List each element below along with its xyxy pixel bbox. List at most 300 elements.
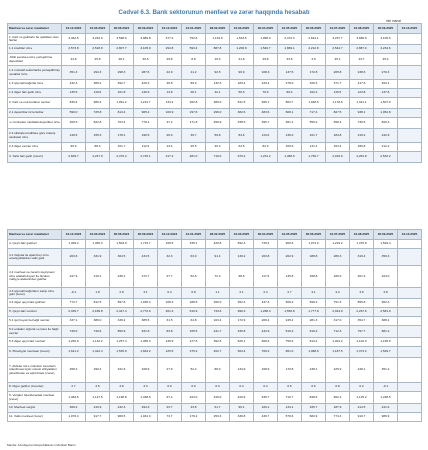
cell-value: 14.8 (158, 89, 182, 98)
cell-value (398, 347, 422, 358)
cell-value: 725.8 (86, 109, 110, 118)
table-row (8, 347, 422, 358)
cell-value: 123.8 (350, 89, 374, 98)
cell-value: 351.2 (374, 358, 398, 383)
cell-value: 1,535.9 (110, 347, 134, 358)
cell-value: 25.5 (182, 143, 206, 152)
row-label: 5. Qeyri-faiz xərcləri (8, 308, 62, 317)
cell-value: 751.3 (326, 299, 350, 308)
cell-value: 1,507.9 (374, 98, 398, 109)
cell-value: 102.2 (302, 89, 326, 98)
cell-value: 1,214.7 (134, 98, 158, 109)
cell-value: 280.3 (326, 249, 350, 266)
cell-value: 388.2 (374, 317, 398, 326)
cell-value: 33.6 (278, 54, 302, 66)
cell-value: 336.8 (230, 326, 254, 338)
cell-value: 8.8 (182, 54, 206, 66)
cell-value: 608.1 (278, 109, 302, 118)
cell-value: 576.6 (278, 413, 302, 422)
cell-value: 1,178.6 (326, 98, 350, 109)
cell-value: 1.8 (86, 288, 110, 299)
cell-value: 1,769.7 (302, 152, 326, 163)
row-label: 9. Vergiler ödənilənədək mənfəət (zərər) (8, 392, 62, 404)
cell-value: 238.1 (110, 266, 134, 288)
cell-value: 113.6 (254, 129, 278, 143)
table-row (8, 392, 422, 404)
column-header-date: 31.12.2024 (158, 230, 182, 240)
cell-value: 525.1 (230, 338, 254, 347)
cell-value: 258.3 (62, 358, 86, 383)
cell-value: 1,219.2 (326, 240, 350, 249)
cell-value: 46.8 (158, 80, 182, 89)
cell-value: 1,076.4 (62, 413, 86, 422)
table-header-label: Mənfəət və zərər maddələri (8, 230, 62, 240)
cell-value: 256.0 (206, 299, 230, 308)
cell-value: 510.9 (182, 308, 206, 317)
cell-value: 224.0 (374, 266, 398, 288)
cell-value: 3,989.8 (134, 34, 158, 45)
row-label: 8. Digər gəlirlər (zərərlər) (8, 383, 62, 392)
cell-value: 84.6 (230, 129, 254, 143)
cell-value: 389.0 (206, 98, 230, 109)
cell-value: 29.8 (158, 54, 182, 66)
cell-value (398, 358, 422, 383)
cell-value: 717.4 (302, 109, 326, 118)
cell-value: 389.2 (86, 80, 110, 89)
cell-value: 541.5 (230, 98, 254, 109)
cell-value: 3,686.8 (350, 34, 374, 45)
cell-value: 42.1 (206, 89, 230, 98)
cell-value: 3.1 (134, 288, 158, 299)
row-label: 11. Xalis mənfəət (zərər) (8, 413, 62, 422)
column-header-date: 31.10.2025 (398, 230, 422, 240)
cell-value: 863.7 (278, 98, 302, 109)
cell-value: 172.8 (302, 66, 326, 80)
cell-value (398, 299, 422, 308)
cell-value: 20.0 (158, 129, 182, 143)
cell-value: 606.6 (254, 338, 278, 347)
cell-value: 590.0 (62, 109, 86, 118)
cell-value: 2,807.7 (110, 45, 134, 54)
column-header-date: 30.09.2025 (374, 230, 398, 240)
cell-value: 103.4 (206, 317, 230, 326)
cell-value: 238.1 (302, 358, 326, 383)
column-header-date: 31.07.2025 (326, 24, 350, 34)
cell-value: 377.2 (158, 34, 182, 45)
table-row (8, 413, 422, 422)
cell-value: 1,455.3 (134, 338, 158, 347)
cell-value: 179.2 (182, 413, 206, 422)
cell-value: 619.3 (302, 326, 326, 338)
cell-value: 0.5 (278, 383, 302, 392)
profit-loss-table-2 (7, 229, 422, 422)
cell-value: 91.4 (206, 249, 230, 266)
cell-value: 259.9 (206, 118, 230, 129)
cell-value: 2,247.0 (86, 152, 110, 163)
cell-value: 2,281.8 (350, 152, 374, 163)
cell-value: 2,814.1 (302, 34, 326, 45)
cell-value: 481.0 (182, 152, 206, 163)
row-label: 1. Faiz və gəlirlərin bu qəbildən olan faizlər (8, 34, 62, 45)
cell-value: 73.7 (158, 413, 182, 422)
cell-value: 417.6 (350, 80, 374, 89)
table-row (8, 80, 422, 89)
cell-value: 0.8 (182, 288, 206, 299)
cell-value: 39.7 (182, 129, 206, 143)
cell-value: 483.6 (254, 109, 278, 118)
cell-value: 233.4 (254, 80, 278, 89)
cell-value (398, 413, 422, 422)
cell-value: 354.7 (350, 317, 374, 326)
cell-value: 2,532.2 (374, 152, 398, 163)
cell-value: 317.0 (326, 317, 350, 326)
cell-value: 1,257.4 (110, 338, 134, 347)
cell-value: 2,189.8 (86, 308, 110, 317)
cell-value: 72.3 (206, 266, 230, 288)
cell-value: 734.6 (206, 308, 230, 317)
cell-value: 90.1 (230, 404, 254, 413)
cell-value: 137.6 (374, 89, 398, 98)
row-label: 4.4 digər qeyri-faiz gəlirləri (8, 299, 62, 308)
row-label: 2.3 digər xərclər üzrə (8, 143, 62, 152)
cell-value (398, 118, 422, 129)
cell-value: 223.0 (182, 392, 206, 404)
column-header-date: 31.08.2025 (350, 230, 374, 240)
cell-value: 270.3 (374, 66, 398, 80)
cell-value: 850.9 (110, 326, 134, 338)
cell-value (398, 240, 422, 249)
cell-value: 1,001.2 (326, 338, 350, 347)
cell-value: 315.0 (206, 392, 230, 404)
cell-value: 3.8 (374, 288, 398, 299)
cell-value: 145.9 (158, 338, 182, 347)
cell-value: 149.5 (62, 129, 86, 143)
cell-value: 188.6 (182, 299, 206, 308)
cell-value: 45.4 (374, 54, 398, 66)
table-row (8, 143, 422, 152)
column-header-date: 31.12.2023 (62, 24, 86, 34)
table-row (8, 34, 422, 45)
cell-value: 695.1 (254, 98, 278, 109)
cell-value: 1,127.5 (86, 392, 110, 404)
cell-value: 1,486.6 (278, 152, 302, 163)
cell-value: 119.6 (86, 89, 110, 98)
cell-value (398, 308, 422, 317)
cell-value: 203.6 (62, 249, 86, 266)
cell-value: 294.3 (134, 404, 158, 413)
cell-value: 739.0 (62, 326, 86, 338)
cell-value: 395.7 (254, 118, 278, 129)
cell-value: 910.7 (350, 413, 374, 422)
cell-value: 2,479.4 (110, 152, 134, 163)
cell-value: 101.7 (110, 143, 134, 152)
cell-value: 773.7 (62, 299, 86, 308)
cell-value: 716.0 (206, 152, 230, 163)
cell-value: 108.3 (254, 66, 278, 80)
cell-value: 0.0 (158, 383, 182, 392)
cell-value: 392.5 (206, 338, 230, 347)
cell-value: 117.6 (254, 266, 278, 288)
cell-value: 3.6 (350, 288, 374, 299)
cell-value: 2,573.8 (62, 45, 86, 54)
cell-value: 779.4 (134, 118, 158, 129)
cell-value: 109.1 (254, 404, 278, 413)
cell-value: 364.5 (110, 249, 134, 266)
cell-value: 335.1 (182, 240, 206, 249)
table-row (8, 240, 422, 249)
cell-value: 278.0 (278, 80, 302, 89)
cell-value: 205.8 (326, 66, 350, 80)
column-header-date: 31.03.2024 (86, 24, 110, 34)
cell-value: 1,262.0 (62, 338, 86, 347)
cell-value: 63.0 (182, 249, 206, 266)
cell-value: 1,376.8 (350, 240, 374, 249)
cell-value: 43.7 (350, 54, 374, 66)
cell-value: 275.2 (182, 347, 206, 358)
cell-value: 952.3 (374, 299, 398, 308)
row-label: 5.2 əmlakın sığorta və icarə ilə bağlı xərclər (8, 326, 62, 338)
cell-value: 434.9 (254, 326, 278, 338)
cell-value: 710.7 (278, 392, 302, 404)
cell-value: 986.4 (86, 98, 110, 109)
cell-value: 216.2 (350, 129, 374, 143)
cell-value: 712.3 (326, 326, 350, 338)
cell-value: 703.4 (110, 118, 134, 129)
cell-value: 30.5 (134, 54, 158, 66)
cell-value: 966.5 (110, 413, 134, 422)
cell-value: 136.0 (278, 129, 302, 143)
cell-value: 337.1 (62, 317, 86, 326)
cell-value: 298.3 (110, 66, 134, 80)
cell-value: 88.3 (86, 143, 110, 152)
cell-value (398, 98, 422, 109)
table-row (8, 118, 422, 129)
cell-value: 22.9 (158, 66, 182, 80)
cell-value: 2.1 (230, 288, 254, 299)
cell-value: 516.3 (278, 326, 302, 338)
cell-value: 463.1 (374, 80, 398, 89)
cell-value: 829.3 (374, 118, 398, 129)
cell-value: 559.2 (302, 118, 326, 129)
cell-value: 89.9 (182, 80, 206, 89)
cell-value: 1,268.4 (254, 308, 278, 317)
cell-value: 745.4 (254, 240, 278, 249)
cell-value: 861.0 (278, 347, 302, 358)
cell-value: 2,374.3 (278, 34, 302, 45)
cell-value: 592.3 (230, 240, 254, 249)
column-header-date: 31.03.2025 (230, 230, 254, 240)
cell-value: 481.1 (278, 118, 302, 129)
cell-value: 658.4 (326, 118, 350, 129)
table-row (8, 326, 422, 338)
row-label: 5.1 işçi heyəti ilə bağlı xərclər (8, 317, 62, 326)
row-label: 6. Əməliyyat mənfəəti (zərəri) (8, 347, 62, 358)
cell-value: 28.1 (182, 89, 206, 98)
cell-value: 328.9 (134, 358, 158, 383)
cell-value: 76.6 (254, 89, 278, 98)
table-row (8, 54, 422, 66)
cell-value: 61.7 (206, 404, 230, 413)
cell-value: 2.8 (110, 288, 134, 299)
cell-value: 402.7 (206, 347, 230, 358)
cell-value: 146.9 (134, 89, 158, 98)
cell-value: 96.9 (230, 66, 254, 80)
cell-value: 52.8 (182, 266, 206, 288)
cell-value: 1,187.5 (326, 347, 350, 358)
cell-value: 109.6 (278, 143, 302, 152)
source-note: Mənbə: Azərbaycan Respublikasının Mərkəzi Bankı (7, 443, 76, 447)
cell-value: 622.8 (86, 118, 110, 129)
cell-value: 170.8 (278, 358, 302, 383)
cell-value: 4.3 (134, 383, 158, 392)
row-label: 7. Aktivlər üzrə mümkün zərərlərin ödənilməsi üçün xüsusi ehtiyatların yaradılması və aprıtılması (zərər) (8, 358, 62, 383)
cell-value: 813.4 (110, 109, 134, 118)
row-label: 4. Qeyri-faiz gəlirləri (8, 240, 62, 249)
cell-value: 132.5 (206, 80, 230, 89)
page-title: Cədvəl 6.3. Bank sektorunun mənfəət və zərər haqqında hesabatı (118, 9, 310, 16)
row-label: 1.1 kreditlər üzrə (8, 45, 62, 54)
cell-value: 245.4 (278, 317, 302, 326)
cell-value: 1,365.3 (86, 240, 110, 249)
table-row (8, 249, 422, 266)
cell-value: 1,198.8 (110, 392, 134, 404)
cell-value: 1,102.9 (350, 338, 374, 347)
cell-value: 2,044.9 (326, 308, 350, 317)
cell-value: 339.8 (230, 413, 254, 422)
cell-value (398, 317, 422, 326)
cell-value: 45.1 (326, 54, 350, 66)
row-label: 5.3 digər qeyri-faiz xərcləri (8, 338, 62, 347)
column-header-date: 31.08.2025 (350, 24, 374, 34)
cell-value: 774.3 (326, 413, 350, 422)
row-label: -fiziki şəxslərə üzrə yerləşdirmə depozitləri (8, 54, 62, 66)
cell-value: 1,540.7 (254, 45, 278, 54)
cell-value: 730.5 (350, 118, 374, 129)
cell-value: 171.8 (182, 118, 206, 129)
cell-value: 88.0 (206, 358, 230, 383)
cell-value: 59.8 (206, 129, 230, 143)
column-header-date: 30.09.2025 (374, 24, 398, 34)
cell-value: 812.5 (86, 299, 110, 308)
cell-value: -0.1 (374, 383, 398, 392)
cell-value: 1,715.7 (134, 240, 158, 249)
cell-value: 261.3 (158, 308, 182, 317)
table-row (8, 89, 422, 98)
cell-value: 352.4 (230, 299, 254, 308)
cell-value: 125.5 (158, 347, 182, 358)
table-row (8, 317, 422, 326)
cell-value: 168.9 (254, 358, 278, 383)
cell-value (398, 66, 422, 80)
cell-value (398, 143, 422, 152)
cell-value: 1,422.4 (86, 347, 110, 358)
cell-value: 434.5 (134, 249, 158, 266)
cell-value: 429.9 (230, 392, 254, 404)
cell-value (398, 129, 422, 143)
column-header-date: 31.01.2025 (182, 24, 206, 34)
cell-value: 52.2 (182, 358, 206, 383)
cell-value: 290.4 (86, 358, 110, 383)
table-row (8, 45, 422, 54)
row-label: 3. Xalis faiz gəliri (zərəri) (8, 152, 62, 163)
cell-value: 294.8 (158, 45, 182, 54)
cell-value: 178.1 (110, 129, 134, 143)
cell-value: 931.8 (134, 326, 158, 338)
cell-value: 19.3 (206, 54, 230, 66)
cell-value: 3,234.6 (374, 45, 398, 54)
cell-value: 248.1 (350, 358, 374, 383)
cell-value: 89.4 (278, 89, 302, 98)
cell-value: 134.1 (278, 404, 302, 413)
cell-value: 2,772.6 (134, 308, 158, 317)
cell-value: 708.2 (254, 347, 278, 358)
cell-value: 351.3 (62, 66, 86, 80)
cell-value: 0.8 (326, 383, 350, 392)
cell-value (398, 288, 422, 299)
cell-value: 1,556.8 (278, 308, 302, 317)
cell-value: 2,212.8 (302, 45, 326, 54)
cell-value: 0.2 (350, 383, 374, 392)
cell-value: 2,544.7 (326, 45, 350, 54)
cell-value: 682.9 (302, 413, 326, 422)
cell-value: 83.8 (158, 326, 182, 338)
cell-value: 2,019.0 (326, 152, 350, 163)
table-row (8, 98, 422, 109)
cell-value: 287.6 (134, 66, 158, 80)
cell-value: 509.2 (278, 299, 302, 308)
cell-value: 2,720.1 (134, 152, 158, 163)
table-row (8, 129, 422, 143)
cell-value: -9.1 (62, 288, 86, 299)
cell-value: 4.8 (110, 383, 134, 392)
cell-value: 56.5 (230, 89, 254, 98)
cell-value: 13.4 (158, 143, 182, 152)
cell-value: 905.4 (134, 109, 158, 118)
cell-value: 44.8 (62, 54, 86, 66)
profit-loss-table-1 (7, 23, 422, 163)
column-header-date: 31.03.2025 (230, 24, 254, 34)
cell-value: 564.4 (230, 347, 254, 358)
cell-value: 158.8 (302, 266, 326, 288)
table-row (8, 383, 422, 392)
cell-value: 593.4 (182, 45, 206, 54)
cell-value: 3,598.6 (110, 34, 134, 45)
cell-value: 115.5 (326, 89, 350, 98)
cell-value: 1,384.6 (62, 392, 86, 404)
cell-value: 188.8 (302, 249, 326, 266)
row-label: 4.1 Valyuta ilə aparılmış üzrə əməliyyatlardan xalis gəlir (8, 249, 62, 266)
cell-value: 43.8 (182, 404, 206, 413)
cell-value: 272.7 (134, 266, 158, 288)
cell-value: 206.4 (254, 317, 278, 326)
cell-value: 0.4 (230, 383, 254, 392)
cell-value: 23.7 (158, 404, 182, 413)
column-header-date: 28.02.2025 (206, 24, 230, 34)
cell-value: 210.9 (86, 404, 110, 413)
cell-value: 1,134.9 (206, 34, 230, 45)
cell-value: 27.7 (158, 266, 182, 288)
table-row (8, 358, 422, 383)
cell-value: 385.5 (134, 317, 158, 326)
cell-value: 392.7 (110, 80, 134, 89)
row-label: 2.1 depozitlər üzrə faizlər (8, 109, 62, 118)
cell-value: 40.3 (206, 143, 230, 152)
cell-value: 134.9 (230, 358, 254, 383)
cell-value: 25.8 (86, 54, 110, 66)
column-header-date: 31.12.2023 (62, 230, 86, 240)
cell-value: 308.2 (62, 404, 86, 413)
cell-value: 4.4 (326, 288, 350, 299)
